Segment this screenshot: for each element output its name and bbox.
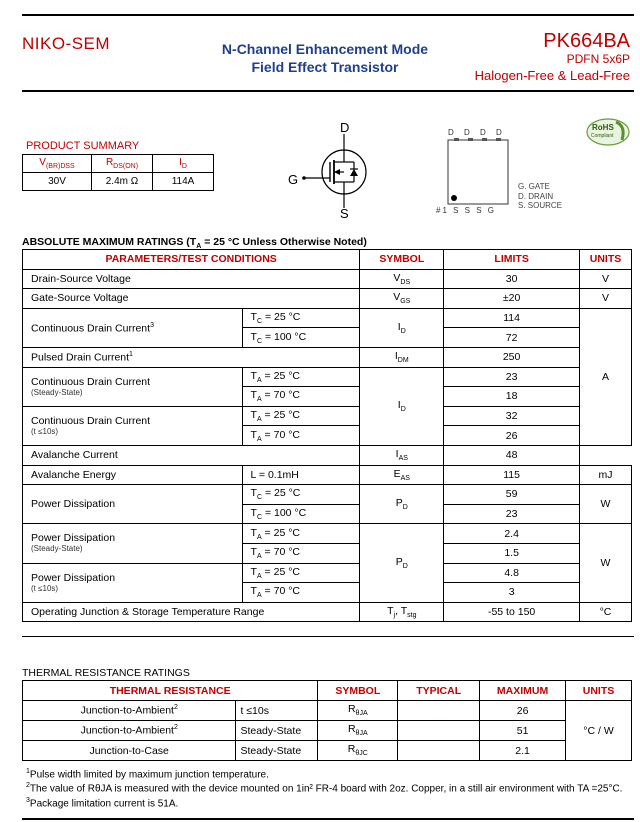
col-header: UNITS bbox=[566, 681, 632, 701]
param-text: Junction-to-Ambient bbox=[80, 704, 174, 717]
limit-cell: 4.8 bbox=[444, 563, 580, 583]
footnotes bbox=[26, 766, 626, 809]
limit-cell: 250 bbox=[444, 347, 580, 367]
param-cell bbox=[23, 367, 243, 406]
footnote-2: $^2$The value of RθJA is measured with the device mounted on 1in² FR-4 board with 2oz. Copper, in a still air environment with TA =25°C. bbox=[26, 782, 623, 795]
unit-cell: mJ bbox=[579, 465, 631, 485]
param-cell: Drain-Source Voltage bbox=[23, 269, 360, 289]
ps-value: 114A bbox=[153, 173, 214, 191]
param-cell: Junction-to-Ambient$^2$ bbox=[23, 721, 236, 741]
param-cell bbox=[23, 563, 243, 602]
cond-cell: $T_C = 25$ °C bbox=[242, 485, 360, 505]
max-cell: 51 bbox=[480, 721, 566, 741]
param-cell: Junction-to-Ambient$^2$ bbox=[23, 701, 236, 721]
param-cell: Junction-to-Case bbox=[23, 741, 236, 761]
cond-cell: Steady-State bbox=[236, 741, 318, 761]
symbol-cell: $I_{DM}$ bbox=[360, 347, 444, 367]
symbol-cell: $R_{\theta JC}$ bbox=[318, 741, 398, 761]
device-title bbox=[200, 40, 450, 76]
cond-cell: t ≤10s bbox=[236, 701, 318, 721]
cond-cell: $T_A = 70$ °C bbox=[242, 387, 360, 407]
section-rule bbox=[22, 636, 634, 637]
symbol-cell: $P_D$ bbox=[360, 485, 444, 524]
product-summary-table bbox=[22, 154, 214, 191]
param-cell bbox=[23, 524, 243, 563]
pin-legend bbox=[518, 182, 562, 211]
symbol-cell: $E_{AS}$ bbox=[360, 465, 444, 485]
limit-cell: 48 bbox=[444, 445, 580, 465]
unit-cell: V bbox=[579, 269, 631, 289]
rohs-sub-text: Compliant bbox=[591, 133, 614, 139]
limit-cell: 1.5 bbox=[444, 543, 580, 563]
title-line-2: Field Effect Transistor bbox=[251, 59, 399, 75]
abs-max-table bbox=[22, 249, 632, 622]
cond-cell: $T_C = 100$ °C bbox=[242, 504, 360, 524]
limit-cell: 32 bbox=[444, 406, 580, 426]
cond-cell: $T_A = 25$ °C bbox=[242, 406, 360, 426]
thermal-table bbox=[22, 680, 632, 761]
limit-cell: 114 bbox=[444, 308, 580, 328]
unit-cell: A bbox=[579, 308, 631, 445]
part-number: PK664BA bbox=[543, 30, 630, 52]
param-text: Continuous Drain Current bbox=[31, 375, 151, 388]
max-cell: 26 bbox=[480, 701, 566, 721]
symbol-cell: $R_{\theta JA}$ bbox=[318, 721, 398, 741]
limit-cell: 30 bbox=[444, 269, 580, 289]
param-cell bbox=[23, 406, 243, 445]
symbol-cell: $I_D$ bbox=[360, 308, 444, 347]
cond-cell: $T_A = 70$ °C bbox=[242, 426, 360, 446]
top-rule bbox=[22, 14, 634, 16]
typical-cell bbox=[398, 701, 480, 721]
thermal-title: THERMAL RESISTANCE RATINGS bbox=[22, 667, 190, 679]
param-text: Continuous Drain Current bbox=[31, 414, 151, 427]
param-cell: Avalanche Energy bbox=[23, 465, 243, 485]
param-text: Power Dissipation bbox=[31, 571, 116, 584]
package-outline-icon bbox=[446, 138, 512, 208]
abs-max-title: ABSOLUTE MAXIMUM RATINGS ($T_A = 25$ °C Unless Otherwise Noted) bbox=[22, 236, 367, 251]
unit-cell: °C / W bbox=[566, 701, 632, 761]
param-text: Power Dissipation bbox=[31, 532, 116, 545]
symbol-cell: $I_D$ bbox=[360, 367, 444, 445]
rohs-badge-icon bbox=[586, 118, 630, 146]
limit-cell: 23 bbox=[444, 504, 580, 524]
footnote-text: Pulse width limited by maximum junction temperature. bbox=[29, 769, 269, 781]
cond-cell: $T_C = 100$ °C bbox=[242, 328, 360, 348]
col-header: TYPICAL bbox=[398, 681, 480, 701]
product-summary-title: PRODUCT SUMMARY bbox=[26, 140, 140, 152]
cond-cell: L = 0.1mH bbox=[242, 465, 360, 485]
symbol-cell: $V_{DS}$ bbox=[360, 269, 444, 289]
param-text: Junction-to-Ambient bbox=[80, 724, 174, 737]
unit-cell: V bbox=[579, 289, 631, 309]
pin-s-label: S bbox=[340, 206, 349, 221]
ps-header: $R_{DS(ON)}$ bbox=[92, 155, 153, 173]
param-text: Pulsed Drain Current bbox=[31, 351, 130, 364]
param-cell: Power Dissipation bbox=[23, 485, 243, 524]
cond-cell: $T_A = 25$ °C bbox=[242, 563, 360, 583]
cond-cell: $T_A = 70$ °C bbox=[242, 543, 360, 563]
symbol-cell: $I_{AS}$ bbox=[360, 445, 444, 465]
ps-value: 2.4m Ω bbox=[92, 173, 153, 191]
limit-cell: -55 to 150 bbox=[444, 602, 580, 622]
cond-cell: Steady-State bbox=[236, 721, 318, 741]
legend-source: S. SOURCE bbox=[518, 201, 563, 210]
max-cell: 2.1 bbox=[480, 741, 566, 761]
param-subtext: (Steady-State) bbox=[31, 387, 83, 397]
brand-name: NIKO-SEM bbox=[22, 34, 111, 53]
symbol-cell: $V_{GS}$ bbox=[360, 289, 444, 309]
limit-cell: 72 bbox=[444, 328, 580, 348]
param-subtext: (t ≤10s) bbox=[31, 426, 59, 436]
col-header: PARAMETERS/TEST CONDITIONS bbox=[23, 250, 360, 270]
unit-cell: °C bbox=[579, 602, 631, 622]
param-subtext: (t ≤10s) bbox=[31, 583, 59, 593]
pkg-bottom-pins: #1 S S S G bbox=[436, 206, 497, 215]
param-cell: Continuous Drain Current$^3$ bbox=[23, 308, 243, 347]
cond-cell: $T_A = 70$ °C bbox=[242, 583, 360, 603]
symbol-cell: $T_j$, $T_{stg}$ bbox=[360, 602, 444, 622]
limit-cell: 26 bbox=[444, 426, 580, 446]
bottom-rule bbox=[22, 818, 634, 820]
legend-drain: D. DRAIN bbox=[518, 191, 554, 201]
ps-value: 30V bbox=[23, 173, 92, 191]
legend-gate: G. GATE bbox=[518, 182, 550, 191]
footnote-text: The value of RθJA is measured with the device mounted on 1in² FR-4 board with 2oz. Copper, in a still air environment with TA =25°C. bbox=[29, 783, 623, 795]
limit-cell: 115 bbox=[444, 465, 580, 485]
col-header: UNITS bbox=[579, 250, 631, 270]
footnote-3: $^3$Package limitation current is 51A. bbox=[26, 796, 179, 809]
limit-cell: 2.4 bbox=[444, 524, 580, 544]
unit-cell: W bbox=[579, 524, 631, 602]
col-header: THERMAL RESISTANCE bbox=[23, 681, 318, 701]
limit-cell: 18 bbox=[444, 387, 580, 407]
compliance-text: Halogen-Free & Lead-Free bbox=[474, 68, 630, 83]
limit-cell: 3 bbox=[444, 583, 580, 603]
col-header: LIMITS bbox=[444, 250, 580, 270]
col-header: SYMBOL bbox=[360, 250, 444, 270]
symbol-cell: $P_D$ bbox=[360, 524, 444, 602]
param-cell: Operating Junction & Storage Temperature Range bbox=[23, 602, 360, 622]
mosfet-symbol-icon bbox=[300, 134, 380, 208]
rohs-text: RoHS bbox=[592, 123, 614, 132]
typical-cell bbox=[398, 721, 480, 741]
package-type: PDFN 5x6P bbox=[566, 52, 630, 66]
param-subtext: (Steady-State) bbox=[31, 544, 83, 554]
symbol-cell: $R_{\theta JA}$ bbox=[318, 701, 398, 721]
footnote-text: Package limitation current is 51A. bbox=[29, 797, 179, 809]
pkg-top-pins: D D D D bbox=[448, 128, 506, 137]
header-rule bbox=[22, 90, 634, 92]
limit-cell: 59 bbox=[444, 485, 580, 505]
footnote-1: $^1$Pulse width limited by maximum junction temperature. bbox=[26, 768, 269, 781]
col-header: MAXIMUM bbox=[480, 681, 566, 701]
param-text: Continuous Drain Current bbox=[31, 322, 151, 335]
unit-cell: W bbox=[579, 485, 631, 524]
pin-g-label: G bbox=[288, 172, 299, 187]
limit-cell: ±20 bbox=[444, 289, 580, 309]
typical-cell bbox=[398, 741, 480, 761]
col-header: SYMBOL bbox=[318, 681, 398, 701]
param-cell: Avalanche Current bbox=[23, 445, 360, 465]
pin-d-label: D bbox=[340, 120, 350, 135]
param-cell: Gate-Source Voltage bbox=[23, 289, 360, 309]
limit-cell: 23 bbox=[444, 367, 580, 387]
cond-cell: $T_C = 25$ °C bbox=[242, 308, 360, 328]
ps-header: $I_D$ bbox=[153, 155, 214, 173]
cond-cell: $T_A = 25$ °C bbox=[242, 524, 360, 544]
title-line-1: N-Channel Enhancement Mode bbox=[221, 41, 429, 57]
cond-cell: $T_A = 25$ °C bbox=[242, 367, 360, 387]
param-cell: Pulsed Drain Current$^1$ bbox=[23, 347, 360, 367]
ps-header: $V_{(BR)DSS}$ bbox=[23, 155, 92, 173]
